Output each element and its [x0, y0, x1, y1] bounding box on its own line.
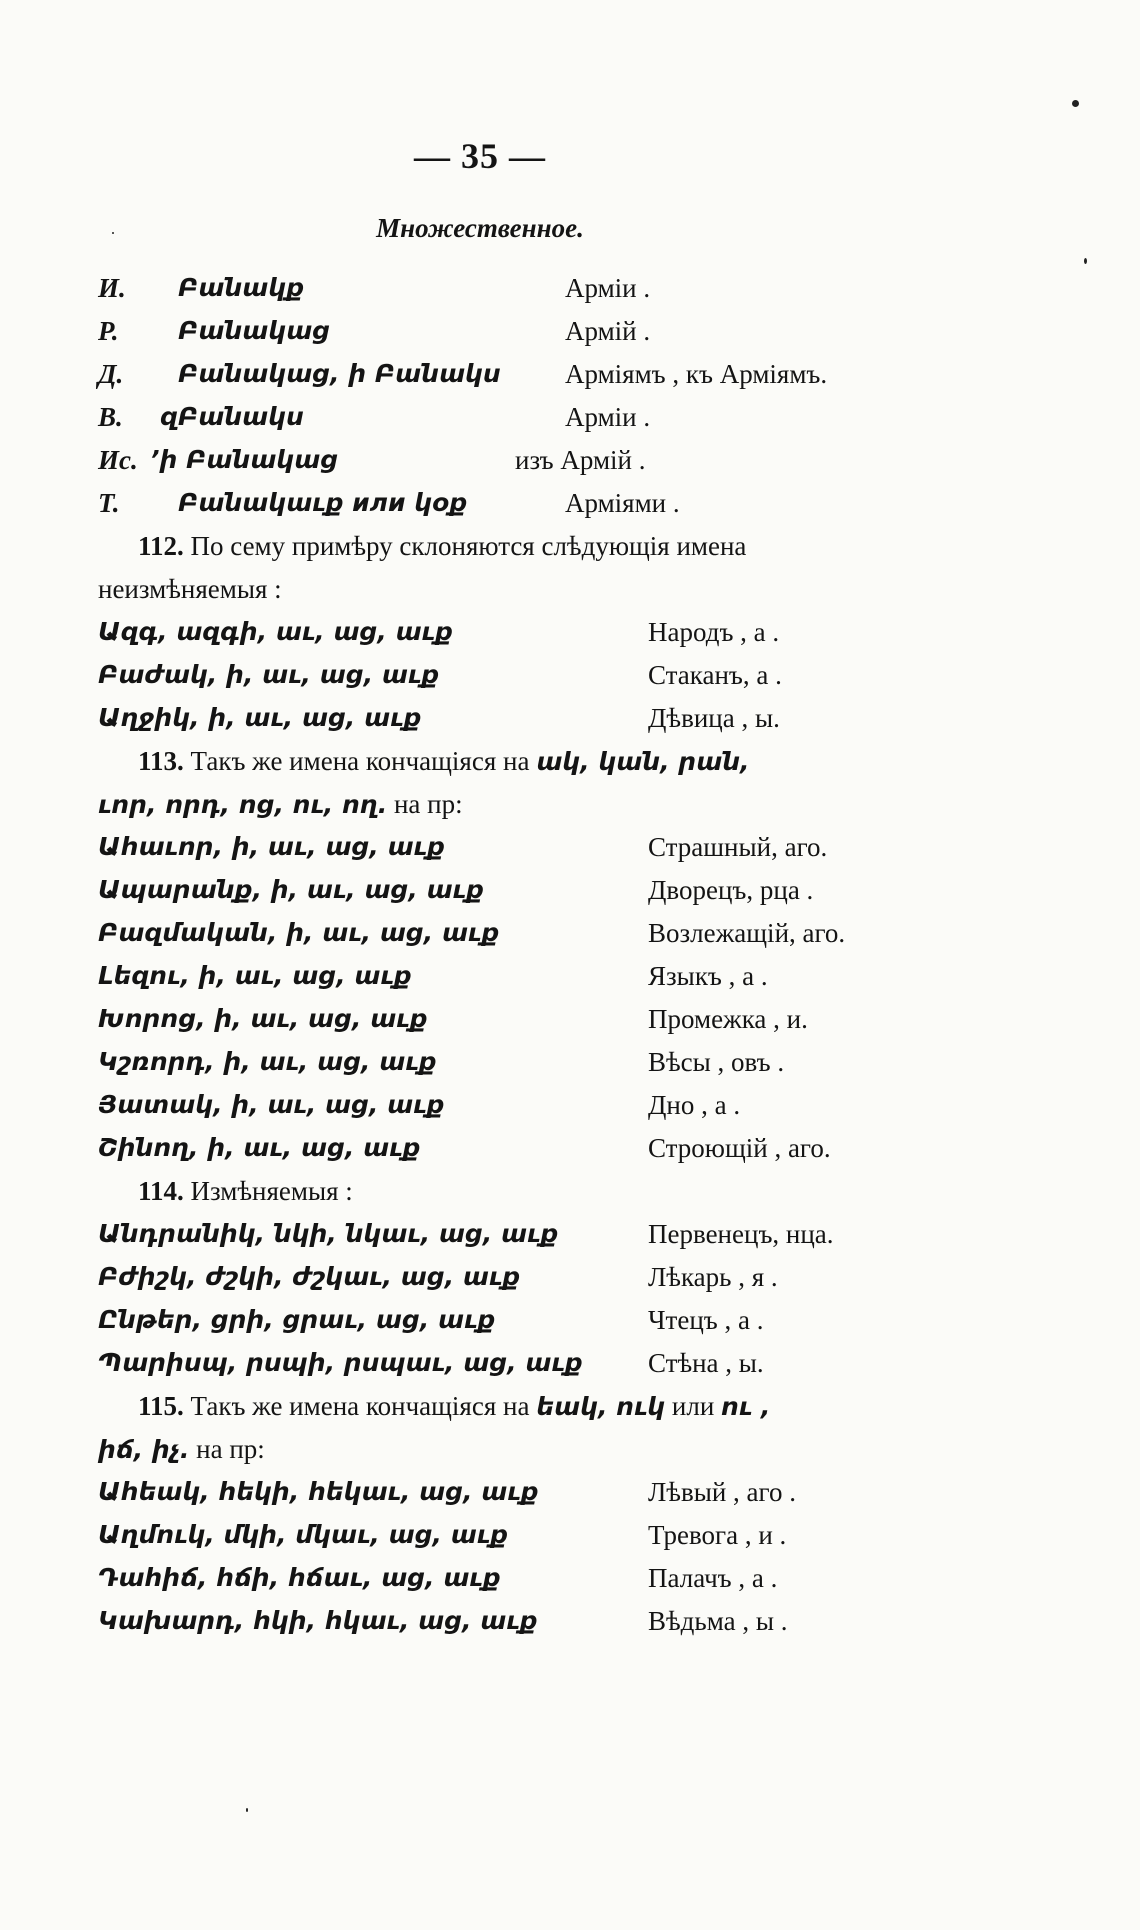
list-item [0, 612, 1140, 652]
armenian-forms: Ազգ, ազգի, աւ, աց, աւք [98, 617, 453, 646]
list-item [0, 1128, 1140, 1168]
list-item [0, 1343, 1140, 1383]
russian-gloss: Вѣсы , овъ . [648, 1047, 785, 1077]
paragraph-text: Измѣняемыя : [190, 1176, 353, 1206]
paragraph-number: 112. [138, 531, 184, 561]
russian-gloss: Палачъ , а . [648, 1563, 778, 1593]
list-item [0, 1558, 1140, 1598]
armenian-forms: Կշռորդ, ի, աւ, աց, աւք [98, 1047, 437, 1076]
paragraph-text: Такъ же имена кончащіяся на [190, 1391, 530, 1421]
paragraph-text: на пр: [393, 789, 463, 819]
list-item [0, 698, 1140, 738]
armenian-forms: Խորոց, ի, աւ, աց, աւք [98, 1004, 428, 1033]
scan-speck [1084, 258, 1087, 264]
russian-gloss: Арміи . [565, 402, 651, 432]
section-heading: Множественное. [376, 213, 584, 243]
russian-gloss: Языкъ , а . [648, 961, 768, 991]
paragraph-115 [138, 1386, 770, 1427]
table-row [0, 440, 1140, 480]
case-label: В. [98, 402, 123, 432]
russian-gloss: Лѣкарь , я . [648, 1262, 778, 1292]
russian-gloss: Возлежащій, аго. [648, 918, 846, 948]
case-label: И. [98, 273, 126, 303]
table-row [0, 397, 1140, 437]
armenian-form: զԲանակս [160, 402, 304, 431]
table-row [0, 483, 1140, 523]
paragraph-number: 113. [138, 746, 184, 776]
russian-gloss: Народъ , а . [648, 617, 780, 647]
russian-gloss: Промежка , и. [648, 1004, 808, 1034]
paragraph-113-continuation [98, 784, 463, 825]
paragraph-number: 114. [138, 1176, 184, 1206]
russian-gloss: Дворецъ, рца . [648, 875, 814, 905]
list-item [0, 1472, 1140, 1512]
list-item [0, 1515, 1140, 1555]
armenian-form: Բանակաց, ի Բանակս [178, 359, 501, 388]
paragraph-text: По сему примѣру склоняются слѣдующія имена [190, 531, 747, 561]
list-item [0, 827, 1140, 867]
scan-speck [112, 232, 114, 234]
paragraph-112-continuation: неизмѣняемыя : [98, 574, 282, 604]
armenian-endings: ւոր, որդ, ոց, ու, ող. [98, 790, 388, 819]
list-item [0, 1085, 1140, 1125]
russian-gloss: изъ Армій . [515, 445, 646, 475]
armenian-forms: Բազմական, ի, աւ, աց, աւք [98, 918, 500, 947]
armenian-form: Բանակաց [178, 316, 331, 345]
page-number: — 35 — [414, 136, 546, 176]
paragraph-115-continuation [98, 1429, 265, 1470]
armenian-endings: եակ, ուկ [536, 1392, 666, 1421]
list-item [0, 1300, 1140, 1340]
case-label: Д. [98, 359, 124, 389]
armenian-forms: Կախարդ, հկի, հկաւ, աց, աւք [98, 1606, 538, 1635]
armenian-forms: Ահեակ, հեկի, հեկաւ, աց, աւք [98, 1477, 539, 1506]
armenian-forms: Շինող, ի, աւ, աց, աւք [98, 1133, 421, 1162]
list-item [0, 913, 1140, 953]
scan-speck [246, 1808, 248, 1812]
russian-gloss: Арміи . [565, 273, 651, 303]
list-item [0, 1042, 1140, 1082]
russian-gloss: Страшный, аго. [648, 832, 828, 862]
list-item [0, 1601, 1140, 1641]
list-item [0, 999, 1140, 1039]
paragraph-text: или [671, 1391, 715, 1421]
scan-speck [1072, 100, 1079, 107]
armenian-forms: Բաժակ, ի, աւ, աց, աւք [98, 660, 440, 689]
list-item [0, 1257, 1140, 1297]
list-item [0, 1214, 1140, 1254]
armenian-forms: Պարիսպ, րսպի, րսպաւ, աց, աւք [98, 1348, 583, 1377]
russian-gloss: Арміямъ , къ Арміямъ. [565, 359, 828, 389]
russian-gloss: Дѣвица , ы. [648, 703, 780, 733]
case-label: Р. [98, 316, 119, 346]
russian-gloss: Арміями . [565, 488, 680, 518]
paragraph-113 [138, 741, 750, 782]
armenian-endings: իճ, իչ. [98, 1435, 190, 1464]
armenian-form: Բանակք [178, 273, 305, 302]
paragraph-112 [138, 526, 746, 566]
russian-gloss: Вѣдьма , ы . [648, 1606, 788, 1636]
armenian-forms: Ապարանք, ի, աւ, աց, աւք [98, 875, 484, 904]
armenian-endings: ու , [721, 1392, 771, 1421]
armenian-forms: Բժիշկ, ժշկի, ժշկաւ, աց, աւք [98, 1262, 521, 1291]
list-item [0, 956, 1140, 996]
list-item [0, 870, 1140, 910]
russian-gloss: Стаканъ, а . [648, 660, 782, 690]
paragraph-text: Такъ же имена кончащіяся на [190, 746, 530, 776]
armenian-endings: ակ, կան, րան, [536, 747, 750, 776]
russian-gloss: Стѣна , ы. [648, 1348, 764, 1378]
armenian-forms: Աղմուկ, մկի, մկաւ, աց, աւք [98, 1520, 509, 1549]
paragraph-114 [138, 1171, 353, 1211]
armenian-forms: Աղջիկ, ի, աւ, աց, աւք [98, 703, 422, 732]
armenian-forms: Ահաւոր, ի, աւ, աց, աւք [98, 832, 445, 861]
armenian-forms: Անդրանիկ, նկի, նկաւ, աց, աւք [98, 1219, 559, 1248]
table-row [0, 311, 1140, 351]
paragraph-number: 115. [138, 1391, 184, 1421]
russian-gloss: Чтецъ , а . [648, 1305, 764, 1335]
table-row [0, 268, 1140, 308]
case-label: Т. [98, 488, 120, 518]
case-label: Ис. [98, 445, 138, 475]
table-row [0, 354, 1140, 394]
armenian-forms: Դահիճ, հճի, հճաւ, աց, աւք [98, 1563, 501, 1592]
armenian-forms: Յատակ, ի, աւ, աց, աւք [98, 1090, 445, 1119]
armenian-forms: Ընթեր, ցրի, ցրաւ, աց, աւք [98, 1305, 496, 1334]
russian-gloss: Тревога , и . [648, 1520, 787, 1550]
russian-gloss: Первенецъ, нца. [648, 1219, 834, 1249]
paragraph-text: на пр: [196, 1434, 265, 1464]
russian-gloss: Лѣвый , аго . [648, 1477, 796, 1507]
armenian-form: ’ի Բանակաց [150, 445, 339, 474]
armenian-forms: Լեզու, ի, աւ, աց, աւք [98, 961, 412, 990]
russian-gloss: Дно , а . [648, 1090, 741, 1120]
list-item [0, 655, 1140, 695]
russian-gloss: Строющій , аго. [648, 1133, 831, 1163]
armenian-form: Բանակաւք или կօք [178, 488, 468, 517]
russian-gloss: Армій . [565, 316, 651, 346]
